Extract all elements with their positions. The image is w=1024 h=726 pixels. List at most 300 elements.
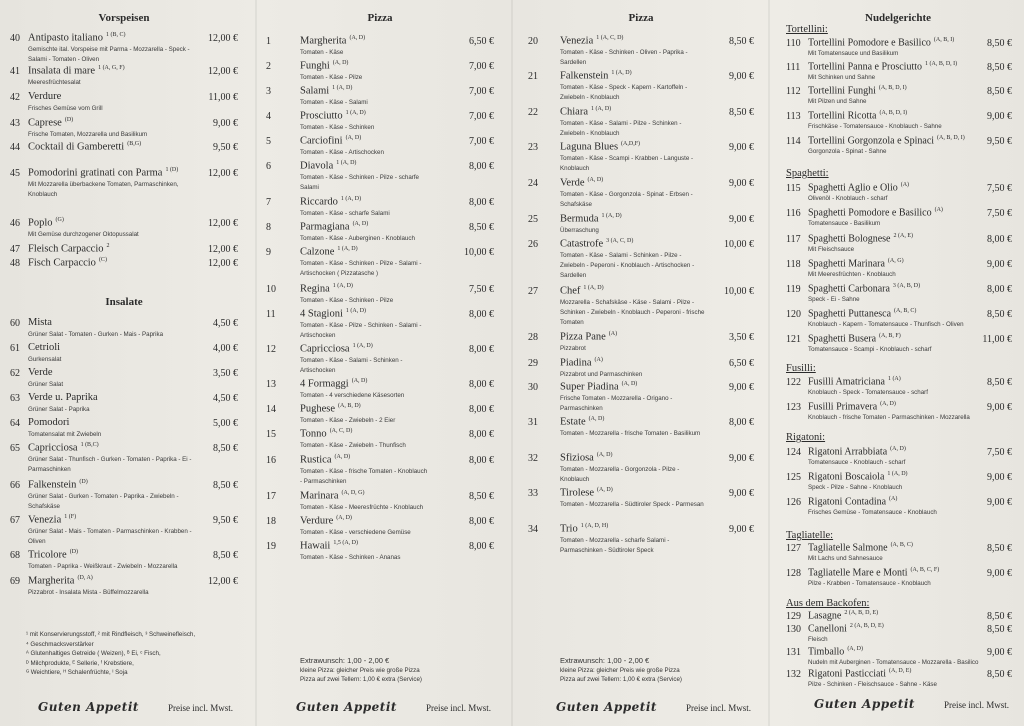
item-description: Frisches Gemüse vom Grill — [28, 105, 103, 112]
extrawunsch-line: kleine Pizza: gleicher Preis wie große Pizza — [300, 666, 420, 674]
menu-item — [528, 382, 754, 394]
allergen-codes: (A, D) — [352, 221, 369, 227]
item-description: Tomaten - Käse - Salami - Pilze - Schinken - Zwiebeln - Knoblauch — [560, 120, 682, 137]
item-price: 9,00 € — [729, 71, 754, 82]
item-description: Mit Meeresfrüchten - Knoblauch — [808, 271, 896, 278]
item-description: Frische Tomaten - Mozzarella - Origano - Parmaschinken — [560, 395, 673, 412]
item-description: Tomaten - Käse - Meeresfrüchte - Knoblauch — [300, 504, 424, 511]
allergen-codes: 1 (F) — [64, 514, 77, 520]
item-description: Tomaten - 4 verschiedene Käsesorten — [300, 392, 405, 399]
item-name: Parmagiana $^{(A, D)}$ — [300, 221, 369, 233]
menu-item — [266, 247, 494, 259]
item-number: 46 — [10, 218, 20, 229]
item-description: Tomatensauce - Basilikum — [808, 220, 881, 227]
item-name: Rigatoni Arrabbiata $^{(A, D)}$ — [808, 446, 906, 458]
allergen-codes: 1 (A, D) — [352, 343, 373, 349]
menu-item — [266, 222, 494, 234]
item-price: 8,50 € — [987, 86, 1012, 97]
item-number: 116 — [786, 208, 801, 219]
menu-item — [10, 218, 238, 230]
item-number: 3 — [266, 86, 271, 97]
item-price: 6,50 € — [469, 36, 494, 47]
menu-item — [266, 491, 494, 503]
menu-item — [528, 417, 754, 429]
item-description: Tomaten - Käse - Schinken - Oliven - Paprika - Sardellen — [560, 49, 688, 66]
menu-item — [528, 36, 754, 48]
menu-item — [10, 418, 238, 430]
item-number: 110 — [786, 38, 801, 49]
allergen-codes: (A, D) — [332, 60, 349, 66]
item-description: Tomaten - Käse - Salami — [300, 99, 368, 106]
item-name: Carciofini $^{(A, D)}$ — [300, 135, 362, 147]
item-description: Mit Fleischsauce — [808, 246, 855, 253]
item-number: 112 — [786, 86, 801, 97]
item-description: Frisches Gemüse - Tomatensauce - Knoblauch — [808, 509, 937, 516]
item-name: Fisch Carpaccio $^{(C)}$ — [28, 257, 107, 269]
menu-item — [266, 344, 494, 356]
allergen-codes: 2 — [106, 243, 110, 249]
item-price: 8,00 € — [729, 417, 754, 428]
group-heading: Spaghetti: — [786, 168, 829, 179]
item-description: Pizzabrot - Insalata Mista - Büffelmozzarella — [28, 589, 149, 596]
item-name: Diavola $^{1 (A, D)}$ — [300, 160, 357, 172]
item-price: 8,00 € — [469, 379, 494, 390]
item-price: 8,50 € — [729, 107, 754, 118]
item-number: 131 — [786, 647, 801, 658]
item-price: 12,00 € — [208, 33, 238, 44]
allergen-codes: 3 (A, C, D) — [606, 238, 634, 244]
item-name: Tortellini Panna e Prosciutto $^{1 (A, B, D, I)}$ — [808, 61, 958, 73]
item-number: 66 — [10, 480, 20, 491]
item-name: Rigatoni Pasticciati $^{(A, D, E)}$ — [808, 668, 912, 680]
item-price: 4,00 € — [213, 343, 238, 354]
pizza1-title: Pizza — [367, 12, 393, 24]
item-description: Tomaten - Käse - scharfe Salami — [300, 210, 390, 217]
item-description: Tomaten - Käse - Zwiebeln - Thunfisch — [300, 442, 406, 449]
item-number: 40 — [10, 33, 20, 44]
item-number: 43 — [10, 118, 20, 129]
extrawunsch-note — [300, 656, 490, 685]
item-number: 15 — [266, 429, 276, 440]
item-name: Fusilli Primavera $^{(A, D)}$ — [808, 401, 896, 413]
item-price: 8,50 € — [987, 309, 1012, 320]
item-price: 8,00 € — [469, 161, 494, 172]
item-number: 34 — [528, 524, 538, 535]
menu-item — [10, 550, 238, 562]
item-description: Mit Tomatensauce und Basilikum — [808, 50, 899, 57]
item-number: 114 — [786, 136, 801, 147]
allergen-codes: (A, D) — [588, 416, 605, 422]
item-price: 9,00 € — [729, 214, 754, 225]
allergen-codes: 1 (A, D) — [332, 283, 353, 289]
item-price: 12,00 € — [208, 244, 238, 255]
allergen-codes: 1 (A, D) — [591, 106, 612, 112]
allergen-codes: (A, D) — [345, 135, 362, 141]
item-name: Verde u. Paprika — [28, 392, 98, 403]
item-price: 9,00 € — [987, 647, 1012, 658]
footnote-line: ᴳ Weichtiere, ᴴ Schalenfrüchte, ᴵ Soja — [26, 669, 128, 676]
allergen-codes: (A) — [889, 496, 898, 502]
item-description: Tomaten - Käse - Schinken - Pilze — [300, 297, 394, 304]
menu-item — [10, 168, 238, 180]
item-number: 118 — [786, 259, 801, 270]
menu-item — [528, 358, 754, 370]
item-price: 7,50 € — [987, 208, 1012, 219]
menu-item — [528, 107, 754, 119]
item-price: 9,00 € — [987, 111, 1012, 122]
extrawunsch-line: kleine Pizza: gleicher Preis wie große Pizza — [560, 666, 680, 674]
item-price: 3,50 € — [729, 332, 754, 343]
item-name: Prosciutto $^{1 (A, D)}$ — [300, 110, 366, 122]
item-description: Gorgonzola - Spinat - Sahne — [808, 148, 887, 155]
insalate-title: Insalate — [105, 296, 143, 308]
item-price: 8,50 € — [469, 222, 494, 233]
allergen-codes: 1 (A, D) — [340, 196, 362, 202]
item-number: 129 — [786, 611, 801, 622]
item-number: 7 — [266, 197, 271, 208]
menu-item — [266, 379, 494, 391]
item-price: 7,50 € — [987, 183, 1012, 194]
footnote-line: ⁴ Geschmacksverstärker — [26, 640, 94, 648]
menu-item — [528, 286, 754, 298]
item-number: 28 — [528, 332, 538, 343]
item-description: Grüner Salat - Mais - Tomaten - Parmaschinken - Krabben - Oliven — [28, 528, 192, 545]
item-price: 9,00 € — [987, 259, 1012, 270]
allergen-codes: (A, B, F) — [879, 333, 901, 339]
item-price: 8,00 € — [469, 309, 494, 320]
allergen-codes: (A, D) — [621, 381, 638, 387]
item-name: Fusilli Amatriciana $^{1 (A)}$ — [808, 376, 901, 388]
allergen-codes: (D) — [79, 479, 88, 485]
menu-item — [10, 258, 238, 270]
item-price: 8,50 € — [987, 38, 1012, 49]
item-number: 122 — [786, 377, 801, 388]
preise-note: Preise incl. Mwst. — [426, 703, 491, 713]
item-number: 121 — [786, 334, 801, 345]
item-name: Venezia $^{1 (A, C, D)}$ — [560, 35, 624, 47]
menu-item — [10, 142, 238, 154]
item-name: Tortellini Gorgonzola e Spinaci $^{(A, B, D, I)}$ — [808, 135, 965, 147]
item-description: Speck - Pilze - Sahne - Knoblauch — [808, 484, 903, 491]
item-name: Riccardo $^{1 (A, D)}$ — [300, 196, 362, 208]
extrawunsch-line: Extrawunsch: 1,00 - 2,00 € — [560, 656, 650, 665]
item-number: 125 — [786, 472, 801, 483]
item-number: 126 — [786, 497, 801, 508]
item-price: 8,50 € — [213, 550, 238, 561]
item-price: 8,50 € — [987, 62, 1012, 73]
preise-note: Preise incl. Mwst. — [944, 700, 1009, 710]
item-price: 8,50 € — [987, 669, 1012, 680]
group-heading: Rigatoni: — [786, 432, 826, 443]
menu-item — [10, 393, 238, 405]
item-name: Falkenstein $^{1 (A, D)}$ — [560, 70, 632, 82]
item-name: Antipasto italiano $^{1 (B, C)}$ — [28, 32, 126, 44]
item-number: 27 — [528, 286, 538, 297]
item-number: 19 — [266, 541, 276, 552]
item-number: 17 — [266, 491, 276, 502]
item-name: Rigatoni Contadina $^{(A)}$ — [808, 496, 898, 508]
item-number: 117 — [786, 234, 801, 245]
item-number: 45 — [10, 168, 20, 179]
item-description: Gemischte ital. Vorspeise mit Parma - Mozzarella - Speck - Salami - Tomaten - Oliven — [28, 46, 190, 63]
item-name: Funghi $^{(A, D)}$ — [300, 60, 349, 72]
item-name: Spaghetti Pomodore e Basilico $^{(A)}$ — [808, 207, 943, 219]
item-price: 8,00 € — [469, 541, 494, 552]
item-description: Tomaten - Paprika - Weißkraut - Zwiebeln - Mozzarella — [28, 563, 178, 570]
item-description: Tomaten - Käse - Salami - Schinken - Pilze - Zwiebeln - Peperoni - Knoblauch - Artischocken - Sardellen — [560, 252, 695, 279]
item-description: Tomaten - Käse - Auberginen - Knoblauch — [300, 235, 415, 242]
item-name: Spaghetti Puttanesca $^{(A, B, C)}$ — [808, 308, 917, 320]
item-number: 4 — [266, 111, 271, 122]
item-price: 12,00 € — [208, 218, 238, 229]
allergen-codes: 1 (A, D) — [611, 70, 632, 76]
item-name: Regina $^{1 (A, D)}$ — [300, 283, 353, 295]
item-description: Tomaten - Käse - Zwiebeln - 2 Eier — [300, 417, 396, 424]
item-name: Fleisch Carpaccio $^2$ — [28, 243, 110, 255]
item-description: Mit Schinken und Sahne — [808, 74, 876, 81]
menu-item — [784, 611, 1012, 623]
item-number: 64 — [10, 418, 20, 429]
item-price: 9,00 € — [987, 497, 1012, 508]
item-price: 8,50 € — [729, 36, 754, 47]
pizza-column-2 — [528, 0, 754, 726]
item-number: 60 — [10, 318, 20, 329]
item-description: Mit Pilzen und Sahne — [808, 98, 867, 105]
menu-item — [10, 33, 238, 45]
menu-item — [528, 178, 754, 190]
allergen-codes: (A, B, C) — [894, 308, 917, 314]
item-price: 8,50 € — [213, 443, 238, 454]
item-price: 9,00 € — [729, 524, 754, 535]
item-price: 4,50 € — [213, 318, 238, 329]
menu-item — [10, 244, 238, 256]
item-description: Tomaten - Käse - Gorgonzola - Spinat - Erbsen - Schafskäse — [560, 191, 693, 208]
menu-item — [528, 71, 754, 83]
footnote-line: ¹ mit Konservierungsstoff, ² mit Rindfleisch, ³ Schweinefleisch, — [26, 631, 196, 638]
item-price: 8,00 € — [987, 284, 1012, 295]
menu-item — [266, 309, 494, 321]
allergen-codes: 1 (D) — [165, 167, 179, 173]
allergen-codes: (A, B, C, F) — [910, 567, 940, 573]
item-name: Verde — [28, 367, 53, 378]
item-description: Tomaten - Käse - Artischocken — [300, 149, 384, 156]
item-name: Verde $^{(A, D)}$ — [560, 177, 604, 189]
menu-item — [528, 453, 754, 465]
extrawunsch-line: Extrawunsch: 1,00 - 2,00 € — [300, 656, 390, 665]
item-description: Tomaten - Käse - verschiedene Gemüse — [300, 529, 411, 536]
item-number: 1 — [266, 36, 271, 47]
item-description: Speck - Ei - Sahne — [808, 296, 860, 303]
item-description: Tomaten - Mozzarella - scharfe Salami - Parmaschinken - Südtiroler Speck — [560, 537, 670, 554]
item-description: Frischkäse - Tomatensauce - Knoblauch - Sahne — [808, 123, 942, 130]
item-price: 8,00 € — [469, 429, 494, 440]
allergen-codes: 1 (A, D) — [583, 285, 604, 291]
item-name: Marinara $^{(A, D, G)}$ — [300, 490, 365, 502]
item-name: Chef $^{1 (A, D)}$ — [560, 285, 604, 297]
allergen-codes: (A,D,F) — [621, 141, 641, 147]
allergen-codes: (A, D) — [351, 378, 368, 384]
allergen-codes: 1 (A, D) — [887, 471, 908, 477]
item-description: Pilze - Krabben - Tomatensauce - Knoblauch — [808, 580, 931, 587]
item-name: Capricciosa $^{1 (B,C)}$ — [28, 442, 99, 454]
menu-item — [266, 541, 494, 553]
item-name: Piadina $^{(A)}$ — [560, 357, 603, 369]
item-price: 9,00 € — [729, 142, 754, 153]
allergen-codes: (A, D) — [890, 446, 906, 452]
menu-item — [10, 368, 238, 380]
item-description: Grüner Salat - Thunfisch - Gurken - Tomaten - Paprika - Ei - Parmaschinken — [28, 456, 192, 473]
allergen-codes: (A) — [934, 207, 943, 213]
item-name: Poplo $^{(G)}$ — [28, 217, 64, 229]
menu-item — [528, 214, 754, 226]
item-price: 8,50 € — [987, 543, 1012, 554]
allergen-codes: (B,G) — [127, 141, 142, 147]
item-number: 62 — [10, 368, 20, 379]
item-number: 32 — [528, 453, 538, 464]
item-description: Grüner Salat — [28, 381, 64, 388]
menu-item — [266, 136, 494, 148]
item-description: Grüner Salat - Tomaten - Gurken - Mais - Paprika — [28, 331, 164, 338]
item-name: Tagliatelle Mare e Monti $^{(A, B, C, F)}$ — [808, 567, 940, 579]
item-name: Tirolese $^{(A, D)}$ — [560, 487, 613, 499]
item-price: 7,00 € — [469, 111, 494, 122]
item-description: Nudeln mit Auberginen - Tomatensauce - Mozzarella - Basilico — [808, 659, 979, 666]
item-name: Super Piadina $^{(A, D)}$ — [560, 381, 638, 393]
group-heading: Tagliatelle: — [786, 530, 834, 541]
item-name: Margherita $^{(D, A)}$ — [28, 575, 93, 587]
allergen-codes: 1 (A, D) — [601, 213, 622, 219]
allergen-codes: (A, B, C) — [890, 542, 913, 548]
item-name: Venezia $^{1 (F)}$ — [28, 514, 77, 526]
item-number: 132 — [786, 669, 801, 680]
item-price: 9,00 € — [987, 472, 1012, 483]
item-name: Falkenstein $^{(D)}$ — [28, 479, 88, 491]
menu-item — [10, 66, 238, 78]
item-description: Knoblauch - Speck - Tomatensauce - scharf — [808, 389, 928, 396]
allergen-codes: 1 (A, G, F) — [98, 65, 125, 71]
item-price: 6,50 € — [729, 358, 754, 369]
item-number: 69 — [10, 576, 20, 587]
item-name: Trio $^{1 (A, D, H)}$ — [560, 523, 609, 535]
allergen-codes: 1,5 (A, D) — [333, 540, 358, 546]
menu-item — [10, 515, 238, 527]
item-description: Olivenöl - Knoblauch - scharf — [808, 195, 888, 202]
allergen-codes: (A, B, D, I) — [937, 135, 965, 141]
preise-note: Preise incl. Mwst. — [686, 703, 751, 713]
item-number: 119 — [786, 284, 801, 295]
extrawunsch-note — [560, 656, 750, 685]
item-description: Tomaten - Käse - Pilze - Schinken - Salami - Artischocken — [300, 322, 422, 339]
item-price: 7,00 € — [469, 86, 494, 97]
menu-item — [528, 332, 754, 344]
item-name: Spaghetti Marinara $^{(A, G)}$ — [808, 258, 904, 270]
menu-item — [10, 576, 238, 588]
allergen-codes: (D) — [64, 117, 74, 123]
allergen-codes: (A) — [608, 331, 618, 337]
item-number: 115 — [786, 183, 801, 194]
item-number: 9 — [266, 247, 271, 258]
item-number: 113 — [786, 111, 801, 122]
item-name: 4 Stagioni $^{1 (A, D)}$ — [300, 308, 367, 320]
item-price: 9,50 € — [213, 142, 238, 153]
item-number: 8 — [266, 222, 271, 233]
allergen-codes: 3 (A, B, D) — [892, 283, 921, 289]
pizza2-title: Pizza — [628, 12, 654, 24]
item-name: Tonno $^{(A, C, D)}$ — [300, 428, 353, 440]
item-price: 7,00 € — [469, 61, 494, 72]
item-price: 12,00 € — [208, 168, 238, 179]
menu-item — [10, 118, 238, 130]
menu-item — [528, 488, 754, 500]
allergen-codes: (A, D, G) — [341, 490, 365, 496]
item-name: Tricolore $^{(D)}$ — [28, 549, 79, 561]
allergen-codes: 1 (A, D) — [345, 308, 367, 314]
item-price: 9,00 € — [987, 402, 1012, 413]
group-heading: Tortellini: — [786, 24, 828, 35]
item-number: 2 — [266, 61, 271, 72]
item-number: 6 — [266, 161, 271, 172]
item-number: 30 — [528, 382, 538, 393]
item-number: 128 — [786, 568, 801, 579]
item-number: 47 — [10, 244, 20, 255]
allergen-codes: (A, B, D, I) — [878, 85, 907, 91]
item-description: Pilze - Schinken - Fleischsauce - Sahne - Käse — [808, 681, 937, 688]
item-name: Spaghetti Carbonara $^{3 (A, B, D)}$ — [808, 283, 921, 295]
allergen-codes: (D, A) — [77, 575, 93, 581]
item-price: 8,50 € — [987, 624, 1012, 635]
item-name: Tortellini Funghi $^{(A, B, D, I)}$ — [808, 85, 907, 97]
item-price: 8,00 € — [987, 234, 1012, 245]
menu-item — [266, 197, 494, 209]
item-price: 9,00 € — [729, 382, 754, 393]
menu-item — [266, 86, 494, 98]
item-name: Verdure $^{(A, D)}$ — [300, 515, 352, 527]
item-name: Cocktail di Gamberetti $^{(B,G)}$ — [28, 141, 142, 153]
item-price: 8,50 € — [469, 491, 494, 502]
item-price: 12,00 € — [208, 576, 238, 587]
item-description: Knoblauch - Kapern - Tomatensauce - Thunfisch - Oliven — [808, 321, 964, 328]
item-description: Tomaten - Mozzarella - frische Tomaten - Basilikum — [560, 430, 701, 437]
item-description: Tomaten - Käse - Pilze — [300, 74, 363, 81]
allergen-codes: 1 (A) — [887, 376, 901, 382]
item-number: 31 — [528, 417, 538, 428]
item-description: Tomatensauce - Knoblauch - scharf — [808, 459, 906, 466]
item-number: 33 — [528, 488, 538, 499]
allergen-codes: 1 (A, D) — [345, 110, 366, 116]
item-name: Canelloni $^{2 (A, B, D, E)}$ — [808, 623, 884, 635]
item-price: 3,50 € — [213, 368, 238, 379]
item-description: Tomaten - Mozzarella - Südtiroler Speck - Parmesan — [560, 501, 704, 508]
item-name: Capricciosa $^{1 (A, D)}$ — [300, 343, 373, 355]
item-description: Überraschung — [560, 227, 599, 234]
item-name: Estate $^{(A, D)}$ — [560, 416, 605, 428]
allergen-codes: 2 (A, B, D, E) — [844, 610, 879, 616]
menu-item — [10, 480, 238, 492]
item-description: Tomaten - Käse - Schinken - Pilze - Salami - Artischocken ( Pizzatasche ) — [300, 260, 422, 277]
item-number: 29 — [528, 358, 538, 369]
item-number: 21 — [528, 71, 538, 82]
item-number: 42 — [10, 92, 20, 103]
menu-item — [528, 239, 754, 251]
item-price: 8,00 € — [469, 404, 494, 415]
item-description: Mit Gemüse durchzogener Oktopussalat — [28, 231, 139, 238]
item-name: Margherita $^{(A, D)}$ — [300, 35, 366, 47]
item-description: Knoblauch - frische Tomaten - Parmaschinken - Mozzarella — [808, 414, 970, 421]
item-name: Pizza Pane $^{(A)}$ — [560, 331, 618, 343]
menu-item — [10, 92, 238, 104]
item-price: 8,00 € — [469, 516, 494, 527]
item-number: 61 — [10, 343, 20, 354]
